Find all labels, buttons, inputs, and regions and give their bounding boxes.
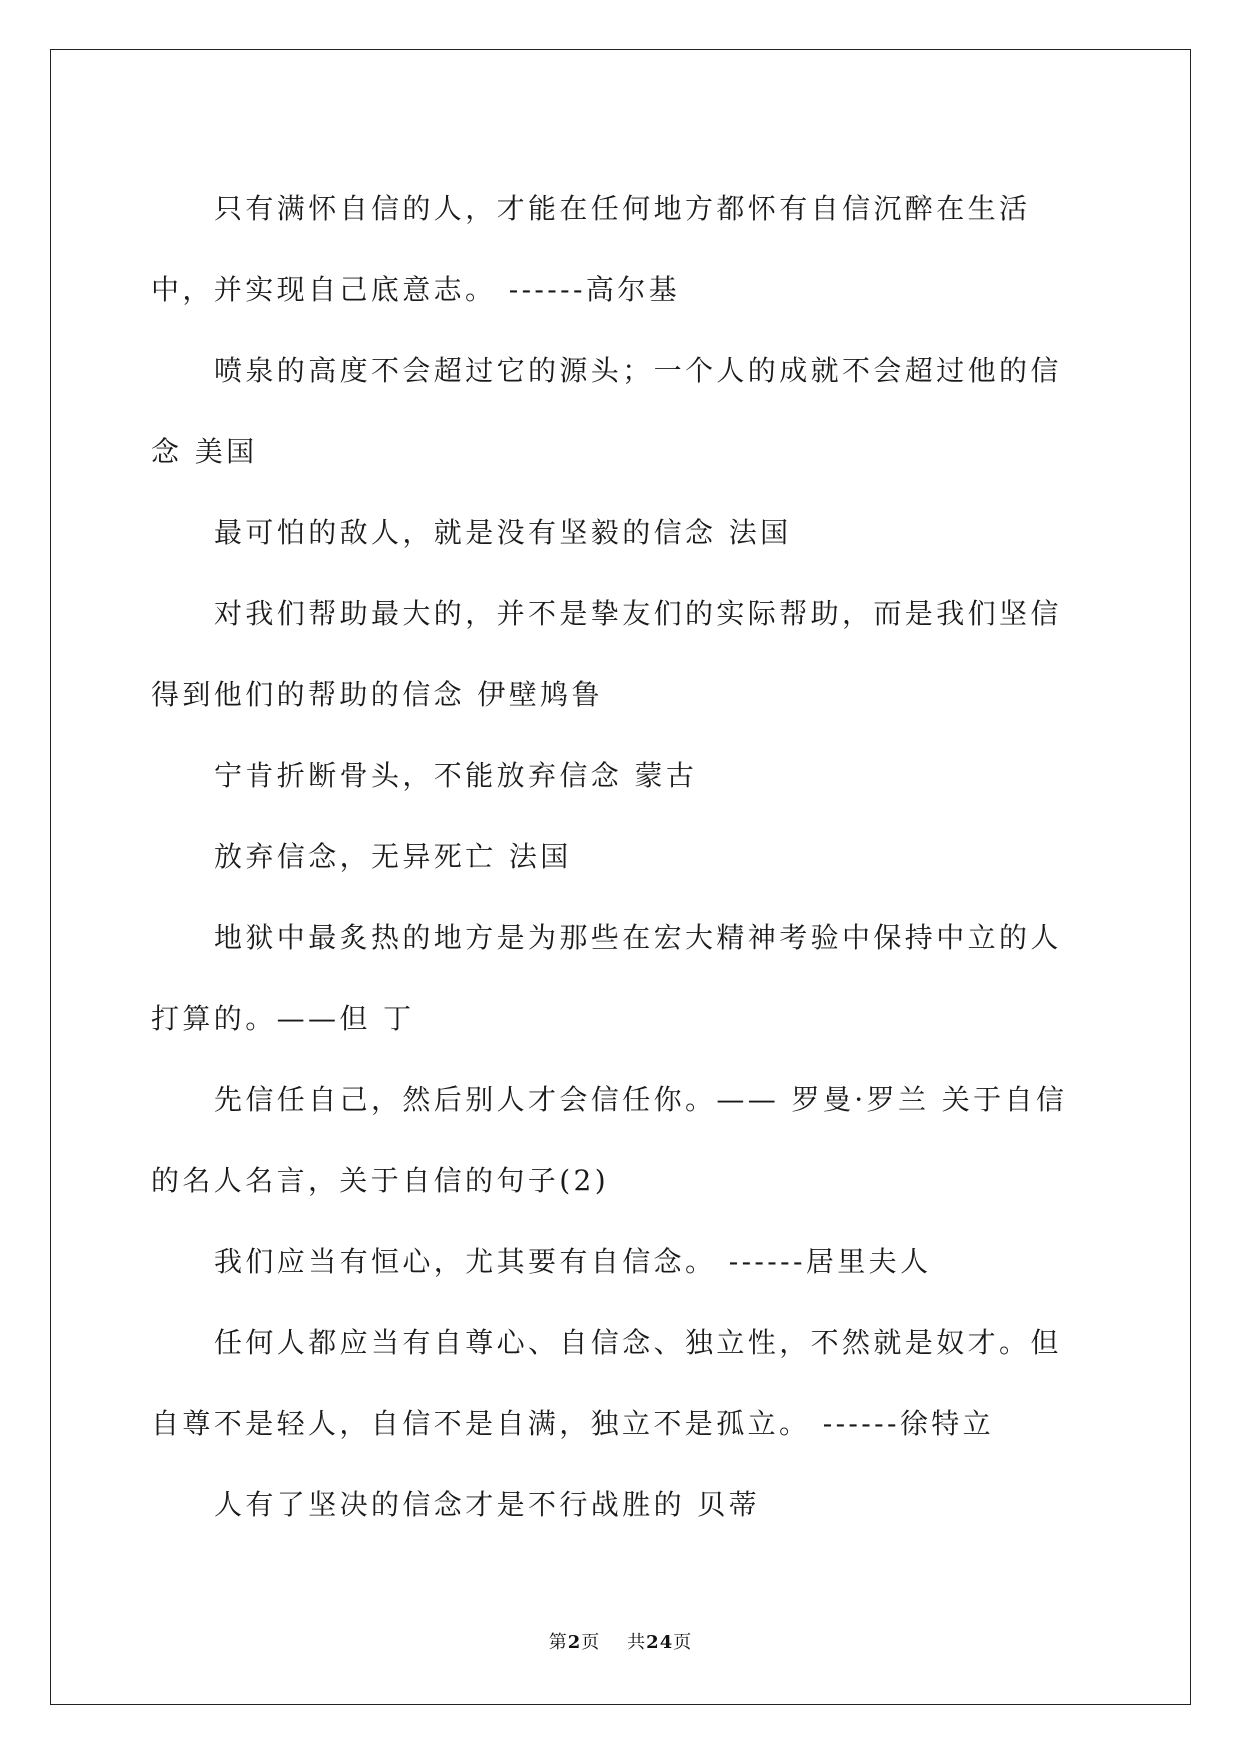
page-footer	[0, 1628, 1241, 1654]
document-body	[151, 168, 1091, 1545]
quote-paragraph: 最可怕的敌人，就是没有坚毅的信念 法国	[214, 516, 792, 549]
total-pages: 24	[646, 1632, 674, 1653]
quote-paragraph: 只有满怀自信的人，才能在任何地方都怀有自信沉醉在生活中，并实现自己底意志。 ------高尔基	[151, 192, 1031, 306]
quote-paragraph: 喷泉的高度不会超过它的源头；一个人的成就不会超过他的信念 美国	[151, 354, 1062, 468]
quote-paragraph: 我们应当有恒心，尤其要有自信念。 ------居里夫人	[214, 1245, 932, 1278]
total-prefix: 共	[627, 1632, 647, 1653]
quote-paragraph: 任何人都应当有自尊心、自信念、独立性，不然就是奴才。但自尊不是轻人，自信不是自满，独立不是孤立。 ------徐特立	[151, 1326, 1062, 1440]
page-prefix: 第	[548, 1632, 568, 1653]
page-number: 2	[567, 1632, 582, 1653]
quote-paragraph: 宁肯折断骨头，不能放弃信念 蒙古	[214, 759, 698, 792]
total-suffix: 页	[673, 1632, 693, 1653]
page-suffix: 页	[581, 1632, 601, 1653]
quote-paragraph: 人有了坚决的信念才是不行战胜的 贝蒂	[214, 1488, 761, 1521]
quote-paragraph: 先信任自己，然后别人才会信任你。—— 罗曼·罗兰 关于自信的名人名言，关于自信的句子(2)	[151, 1083, 1068, 1197]
quote-paragraph: 地狱中最炙热的地方是为那些在宏大精神考验中保持中立的人打算的。——但 丁	[151, 921, 1062, 1035]
quote-paragraph: 对我们帮助最大的，并不是挚友们的实际帮助，而是我们坚信得到他们的帮助的信念 伊壁鸠鲁	[151, 597, 1062, 711]
quote-paragraph: 放弃信念，无异死亡 法国	[214, 840, 572, 873]
